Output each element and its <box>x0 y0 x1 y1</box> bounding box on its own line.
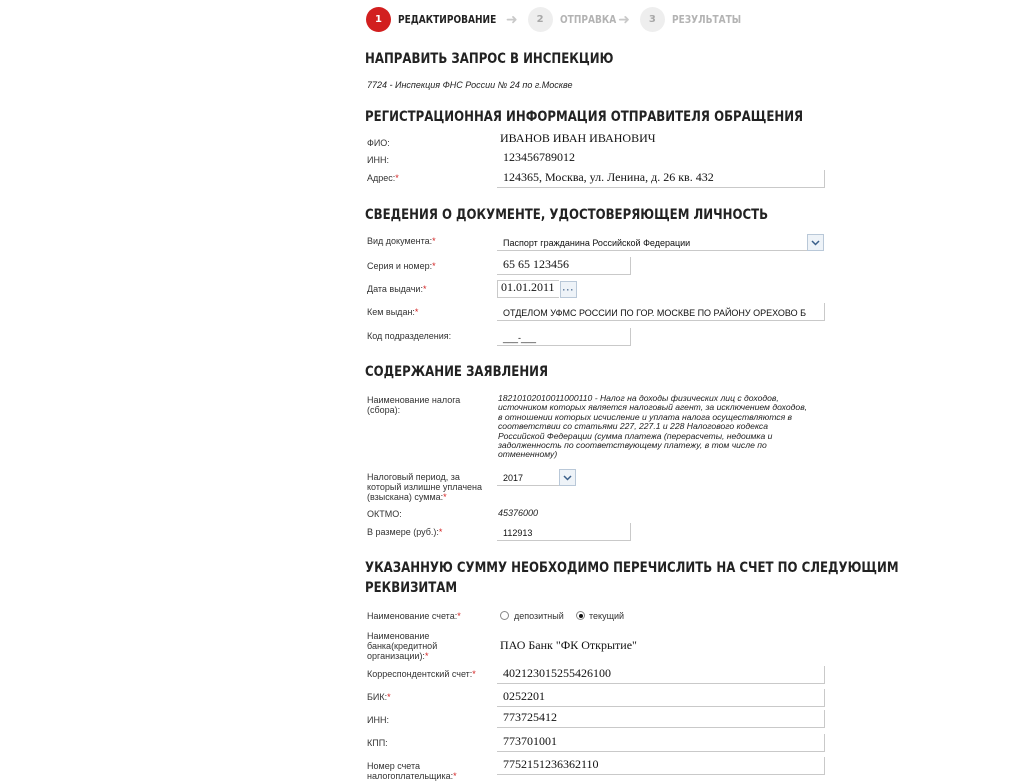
bik-label: БИК:* <box>367 692 391 702</box>
bank-value: ПАО Банк "ФК Открытие" <box>500 638 637 652</box>
chevron-down-icon[interactable] <box>807 234 824 251</box>
corr-account-label: Корреспондентский счет:* <box>367 669 476 679</box>
section-heading-inspection: НАПРАВИТЬ ЗАПРОС В ИНСПЕКЦИЮ <box>365 51 614 67</box>
bank-label: Наименование банка(кредитной организации):* <box>367 631 438 661</box>
section-heading-requisites-line2: РЕКВИЗИТАМ <box>365 580 458 596</box>
step-send <box>528 7 629 32</box>
radio-deposit-label: депозитный <box>514 611 564 621</box>
radio-deposit[interactable] <box>500 611 509 620</box>
account-number-label: Номер счета налогоплательщика:* <box>367 761 457 781</box>
section-heading-statement: СОДЕРЖАНИЕ ЗАЯВЛЕНИЯ <box>365 364 549 380</box>
inn-label: ИНН: <box>367 155 389 165</box>
fio-label: ФИО: <box>367 138 390 148</box>
amount-field[interactable]: 112913 <box>497 523 631 541</box>
dept-code-label: Код подразделения: <box>367 331 452 341</box>
step-results <box>640 7 756 32</box>
step-number: 1 <box>366 7 391 32</box>
step-label: ОТПРАВКА <box>559 12 616 26</box>
bank-inn-field[interactable]: 773725412 <box>497 710 825 728</box>
radio-current-label: текущий <box>589 611 625 621</box>
series-label: Серия и номер:* <box>367 261 436 271</box>
amount-label: В размере (руб.):* <box>367 527 443 537</box>
oktmo-value: 45376000 <box>498 508 539 518</box>
corr-account-field[interactable]: 40212301525542610​0 <box>497 666 825 684</box>
issue-date-field[interactable]: 01.01.2011 <box>497 280 559 298</box>
step-number: 3 <box>640 7 665 32</box>
kpp-field[interactable]: 773701001 <box>497 734 825 752</box>
section-heading-sender: РЕГИСТРАЦИОННАЯ ИНФОРМАЦИЯ ОТПРАВИТЕЛЯ ОБРАЩЕНИЯ <box>365 109 804 125</box>
address-field[interactable]: 124365, Москва, ул. Ленина, д. 26 кв. 432 <box>497 170 825 188</box>
section-heading-requisites-line1: УКАЗАННУЮ СУММУ НЕОБХОДИМО ПЕРЕЧИСЛИТЬ НА СЧЕТ ПО СЛЕДУЮЩИМ <box>365 560 899 576</box>
inspection-value: 7724 - Инспекция ФНС России № 24 по г.Москве <box>367 80 573 90</box>
step-number: 2 <box>528 7 553 32</box>
period-label: Налоговый период, за который излишне уплачена (взыскана) сумма:* <box>367 472 483 502</box>
radio-current[interactable] <box>576 611 585 620</box>
section-heading-identity: СВЕДЕНИЯ О ДОКУМЕНТЕ, УДОСТОВЕРЯЮЩЕМ ЛИЧНОСТЬ <box>365 207 769 223</box>
fio-value: ИВАНОВ ИВАН ИВАНОВИЧ <box>500 131 656 145</box>
arrow-right-icon: ➜ <box>505 10 518 27</box>
account-number-field[interactable]: 7752151236362110 <box>497 757 825 775</box>
issued-by-field[interactable]: ОТДЕЛОМ УФМС РОССИИ ПО ГОР. МОСКВЕ ПО РАЙОНУ ОРЕХОВО Б <box>497 303 825 321</box>
bank-inn-label: ИНН: <box>367 715 389 725</box>
period-select[interactable]: 2017 <box>497 468 559 486</box>
tax-name-value: 18210102010011000110 - Налог на доходы физических лиц с доходов, источником которых является налоговый агент, за исключением доходов, в отношении которых исчисление и уплата налога осуществляются в соответствии со статьями 227, 227.1 и 228 Налогового кодекса Российской Федерации (сумма платежа (перерасчеты, недоимка и задолженность по соответствующему платежу, в том числе по отмененному) <box>498 393 808 460</box>
step-edit <box>366 7 518 32</box>
progress-stepper <box>366 6 756 32</box>
inn-value: 123456789012 <box>503 150 575 164</box>
step-label: РЕДАКТИРОВАНИЕ <box>398 12 497 26</box>
series-field[interactable]: 65 65 123456 <box>497 257 631 275</box>
kpp-label: КПП: <box>367 738 388 748</box>
address-label: Адрес:* <box>367 173 399 183</box>
doc-type-select[interactable]: Паспорт гражданина Российской Федерации <box>497 233 807 251</box>
bik-field[interactable]: 0252201 <box>497 689 825 707</box>
calendar-button[interactable]: ··· <box>560 281 577 298</box>
tax-name-label: Наименование налога (сбора): <box>367 395 461 415</box>
arrow-right-icon: ➜ <box>618 10 630 27</box>
chevron-down-icon[interactable] <box>559 469 576 486</box>
doc-type-label: Вид документа:* <box>367 236 436 246</box>
issued-by-label: Кем выдан:* <box>367 307 419 317</box>
dept-code-field[interactable]: ___-___ <box>497 328 631 346</box>
oktmo-label: ОКТМО: <box>367 509 402 519</box>
account-type-label: Наименование счета:* <box>367 611 461 621</box>
issue-date-label: Дата выдачи:* <box>367 284 427 294</box>
step-label: РЕЗУЛЬТАТЫ <box>671 12 741 26</box>
